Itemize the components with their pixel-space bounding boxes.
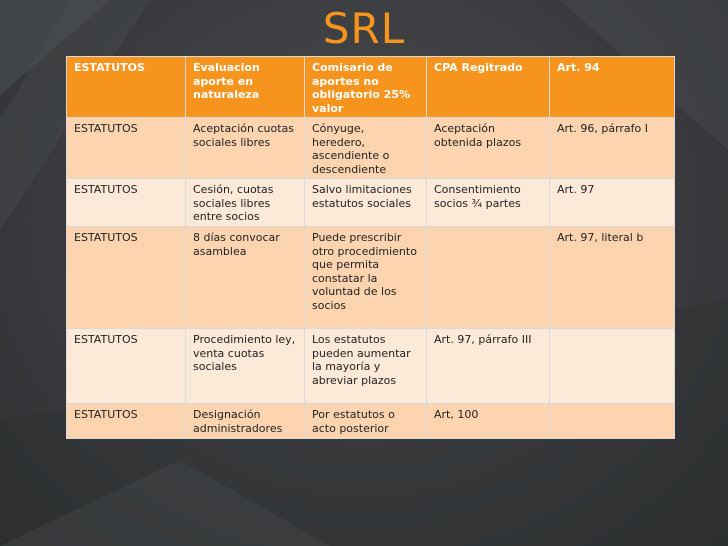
table-cell: Aceptación obtenida plazos: [427, 118, 550, 179]
table-cell: ESTATUTOS: [67, 118, 186, 179]
table-cell: Por estatutos o acto posterior: [305, 404, 427, 439]
table-cell: Cesión, cuotas sociales libres entre socios: [186, 179, 305, 227]
table-cell: ESTATUTOS: [67, 404, 186, 439]
table-cell: 8 días convocar asamblea: [186, 227, 305, 329]
table-cell: [550, 404, 675, 439]
table-cell: ESTATUTOS: [67, 227, 186, 329]
table-cell: Los estatutos pueden aumentar la mayoría y abreviar plazos: [305, 329, 427, 404]
statutes-table: [66, 56, 675, 439]
table-cell: Consentimiento socios ¾ partes: [427, 179, 550, 227]
table-cell: ESTATUTOS: [67, 329, 186, 404]
table-cell: Art. 97, literal b: [550, 227, 675, 329]
header-cell: Comisario de aportes no obligatorio 25% valor: [305, 57, 427, 118]
table-cell: [427, 227, 550, 329]
table-row: [67, 179, 675, 227]
table-cell: Cónyuge, heredero, ascendiente o descendiente: [305, 118, 427, 179]
table-row: [67, 227, 675, 329]
table-cell: Aceptación cuotas sociales libres: [186, 118, 305, 179]
slide-title: SRL: [322, 4, 406, 53]
table-cell: Art. 96, párrafo I: [550, 118, 675, 179]
table-cell: Art. 97: [550, 179, 675, 227]
header-cell: ESTATUTOS: [67, 57, 186, 118]
table-cell: Art, 100: [427, 404, 550, 439]
table-row: [67, 329, 675, 404]
table-cell: [550, 329, 675, 404]
table-cell: ESTATUTOS: [67, 179, 186, 227]
table-cell: Puede prescribir otro procedimiento que permita constatar la voluntad de los socios: [305, 227, 427, 329]
table-header-row: [67, 57, 675, 118]
table-cell: Designación administradores: [186, 404, 305, 439]
table-row: [67, 404, 675, 439]
table-row: [67, 118, 675, 179]
header-cell: CPA Regitrado: [427, 57, 550, 118]
table-cell: Art. 97, párrafo III: [427, 329, 550, 404]
header-cell: Art. 94: [550, 57, 675, 118]
table-cell: Procedimiento ley, venta cuotas sociales: [186, 329, 305, 404]
table-cell: Salvo limitaciones estatutos sociales: [305, 179, 427, 227]
header-cell: Evaluacion aporte en naturaleza: [186, 57, 305, 118]
